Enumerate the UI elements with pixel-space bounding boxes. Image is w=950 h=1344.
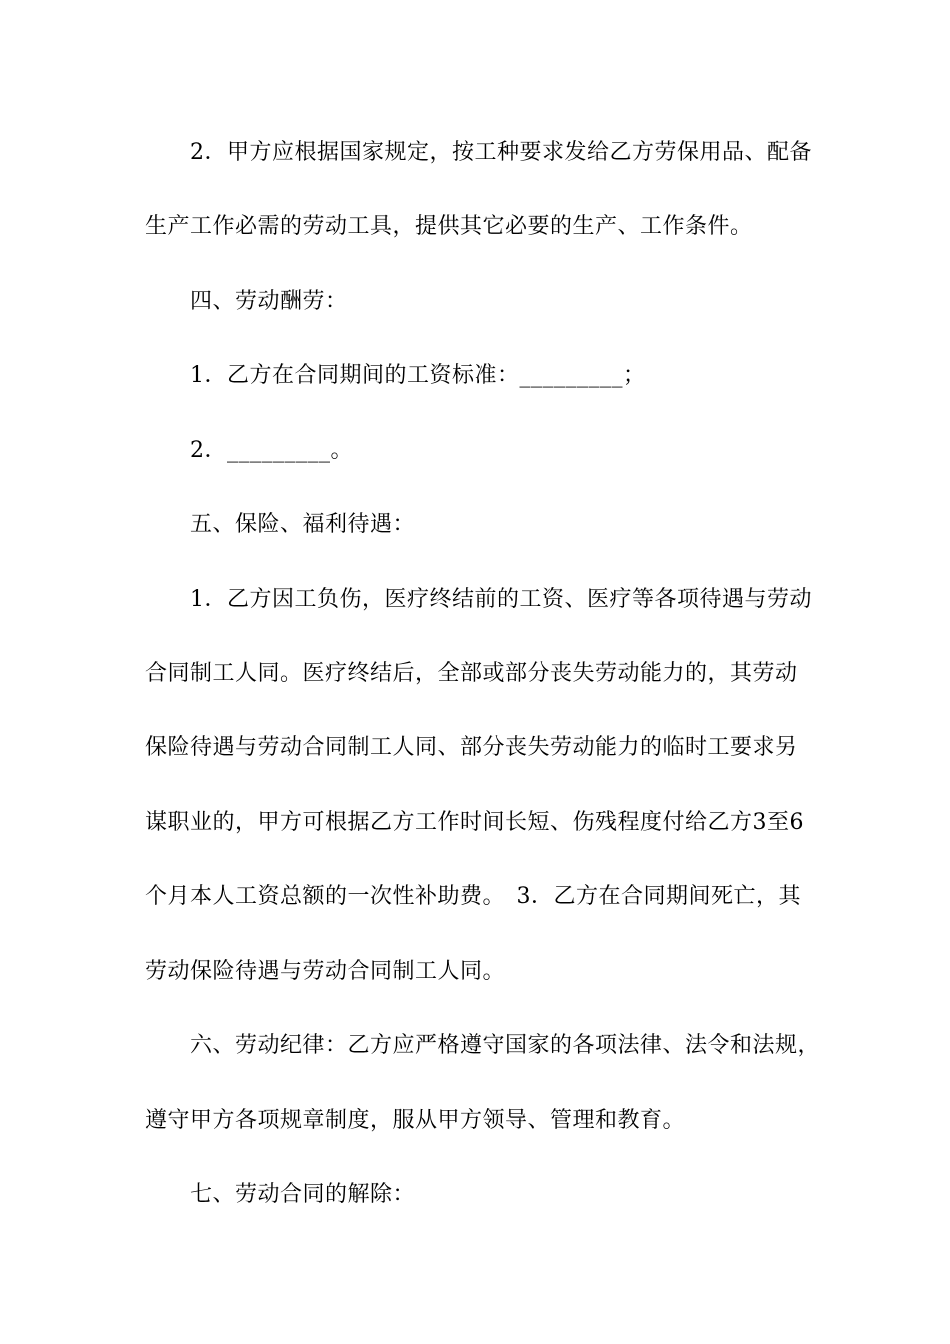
- section-5-heading: 五、保险、福利待遇：: [190, 512, 416, 537]
- section-4-heading: 四、劳动酬劳：: [190, 289, 348, 314]
- clause-5-3-line-2: 劳动保险待遇与劳动合同制工人同。: [145, 959, 506, 984]
- clause-5-1-line-5: 个月本人工资总额的一次性补助费。 3．乙方在合同期间死亡，其: [145, 884, 801, 909]
- section-7-heading: 七、劳动合同的解除：: [190, 1182, 416, 1207]
- clause-3-2-line-1: 2．甲方应根据国家规定，按工种要求发给乙方劳保用品、配备: [190, 140, 812, 165]
- clause-3-2-line-2: 生产工作必需的劳动工具，提供其它必要的生产、工作条件。: [145, 214, 753, 239]
- section-6-line-1: 六、劳动纪律：乙方应严格遵守国家的各项法律、法令和法规，: [190, 1033, 821, 1058]
- clause-4-2: 2．_________。: [190, 438, 353, 463]
- clause-5-1-line-4: 谋职业的，甲方可根据乙方工作时间长短、伤残程度付给乙方3至6: [145, 810, 804, 835]
- section-6-line-2: 遵守甲方各项规章制度，服从甲方领导、管理和教育。: [145, 1108, 686, 1133]
- clause-5-1-line-1: 1．乙方因工负伤，医疗终结前的工资、医疗等各项待遇与劳动: [190, 587, 812, 612]
- clause-5-1-line-2: 合同制工人同。医疗终结后，全部或部分丧失劳动能力的，其劳动: [145, 661, 798, 686]
- clause-5-1-line-3: 保险待遇与劳动合同制工人同、部分丧失劳动能力的临时工要求另: [145, 735, 798, 760]
- clause-4-1: 1．乙方在合同期间的工资标准：_________；: [190, 363, 646, 388]
